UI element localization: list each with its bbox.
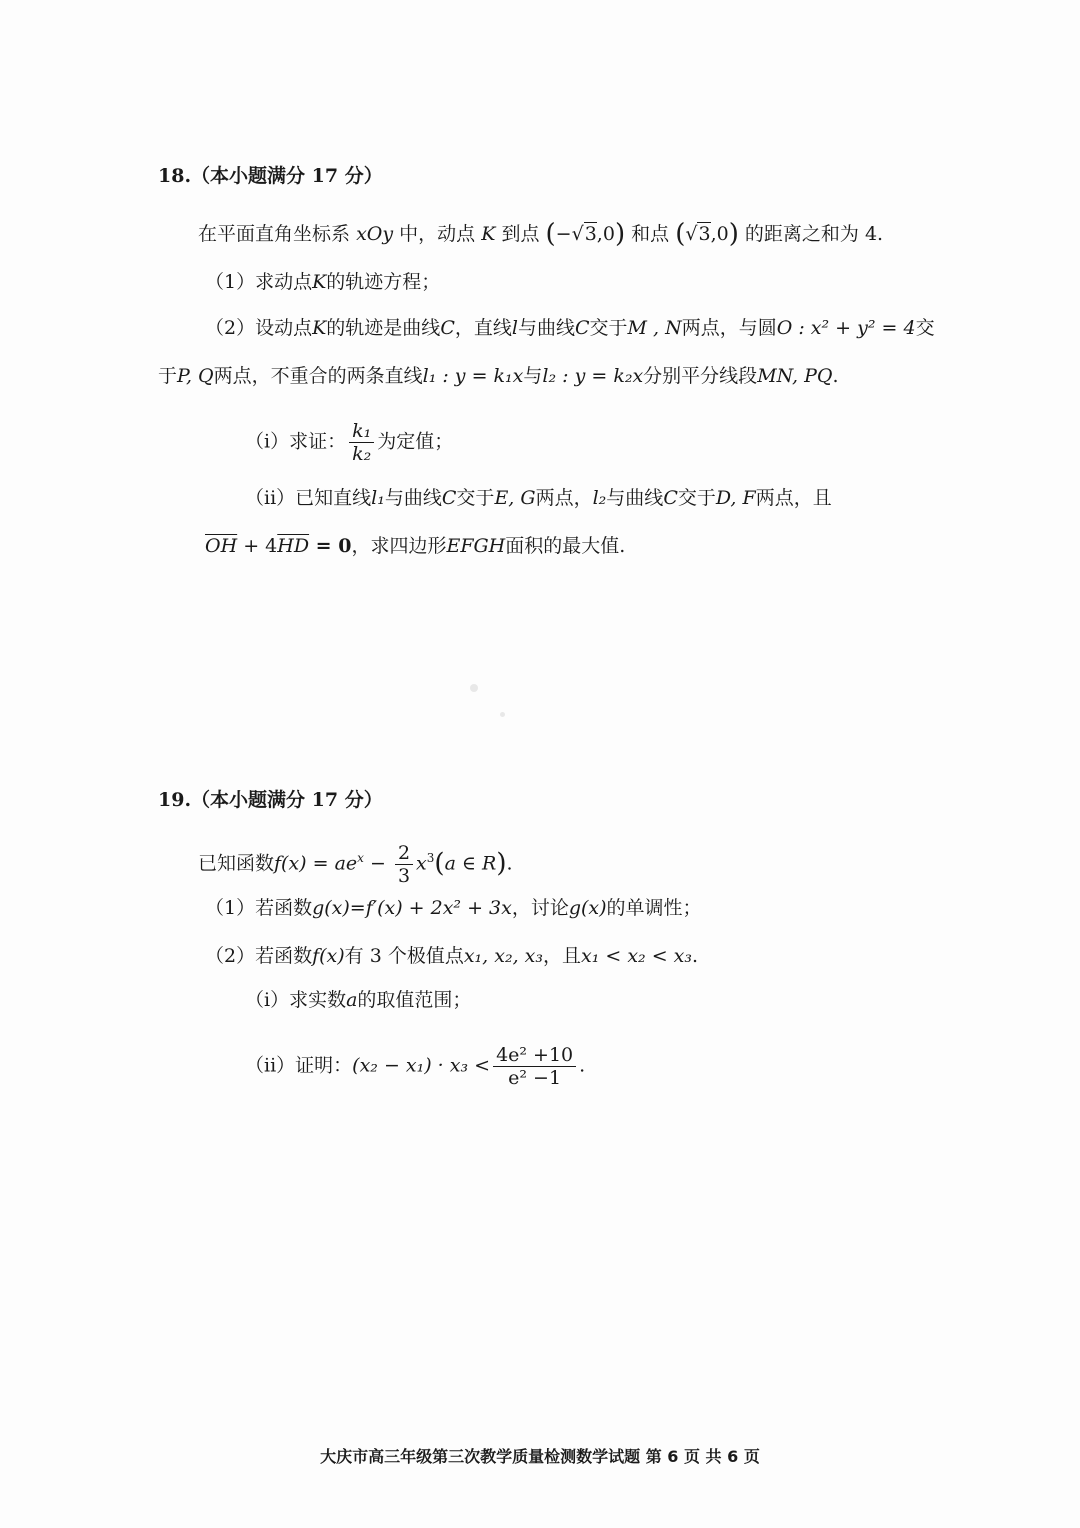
- q18-intro-d: 和点: [631, 223, 670, 245]
- q18-p2-e: 交于: [589, 317, 628, 339]
- point-pos-sqrt3: (√3,0): [675, 219, 739, 249]
- q19-pi-b: 的取值范围；: [357, 989, 472, 1011]
- q18-p1-k: K: [312, 271, 327, 293]
- fraction-denominator: e² −1: [508, 1067, 562, 1089]
- q19-part2: [205, 942, 698, 970]
- q18-pii-df: D, F: [715, 487, 756, 509]
- q18-p2-c: C: [440, 317, 455, 339]
- scan-smudge: [470, 684, 478, 692]
- q19-p2-xs: x₁, x₂, x₃: [463, 945, 543, 967]
- q18-p2-f: 两点，与圆: [681, 317, 777, 339]
- q18-p2-l2a: 于: [158, 365, 178, 387]
- vector-hd: $\overline{HD}$: [277, 535, 310, 557]
- q18-intro-xoy: xOy: [356, 223, 394, 245]
- q19-intro-minus: −: [363, 852, 392, 875]
- q18-intro-c: 到点: [501, 223, 540, 245]
- q19-intro-f: f(x) = ae: [274, 852, 358, 875]
- fraction-denominator: 3: [397, 865, 411, 887]
- q18-p2-l: l: [511, 317, 518, 339]
- q18-p2-g: 交: [915, 317, 935, 339]
- q18-pii-l2: l₂: [592, 487, 607, 509]
- q18-pii-eg: E, G: [494, 487, 536, 509]
- q19-intro-x3: x: [416, 852, 427, 875]
- q18-part2-line2: [158, 362, 839, 390]
- q18-p2-pq: P, Q: [177, 365, 214, 387]
- q19-intro: 已知函数$f(x) = ae^x$ − $\frac{2}{3}$ $x^3(a$ ∈ R).: [198, 842, 513, 887]
- page-footer: 大庆市高三年级第三次教学质量检测数学试题 第 6 页 共 6 页: [320, 1447, 760, 1466]
- q19-intro-cond: a ∈ R: [444, 852, 497, 875]
- vector-oh: $\overline{OH}$: [205, 535, 238, 557]
- q19-pi-var: a: [346, 989, 358, 1011]
- q19-p1-a: （1）若函数: [205, 897, 313, 919]
- fraction-numerator: 4e² +10: [493, 1044, 576, 1067]
- q18-pii-c: C: [441, 487, 457, 509]
- q18-intro-a: 在平面直角坐标系: [198, 223, 351, 245]
- fraction-numerator: k₁: [349, 420, 374, 443]
- q18-p2-l2e: .: [832, 365, 839, 387]
- q19-p2-c: ，且: [543, 945, 582, 967]
- q18-p2-circle: O : x² + y² = 4: [776, 317, 916, 339]
- q18-pii-d: 两点，: [535, 487, 593, 509]
- two-thirds-fraction: [395, 842, 413, 887]
- q19-p1-c: 的单调性；: [606, 897, 702, 919]
- q18-part2-i: [245, 420, 453, 465]
- q19-pi-a: （i）求实数: [245, 989, 347, 1011]
- q19-p1-g: g(x)=f′(x) + 2x² + 3x: [312, 897, 512, 919]
- q18-p2-a: （2）设动点: [205, 317, 313, 339]
- q18-pii-a: （ii）已知直线: [245, 487, 372, 509]
- q19-pii-expr: (x₂ − x₁) · x₃ <: [352, 1054, 491, 1077]
- q18-header: 18.（本小题满分 17 分）: [158, 165, 383, 187]
- q18-pii-h: ，求四边形: [351, 535, 447, 557]
- q18-pi-tail: 为定值；: [377, 430, 454, 453]
- q19-pii-a: （ii）证明：: [245, 1054, 353, 1077]
- q18-pii-eq: = 0: [309, 535, 352, 557]
- q19-p2-order: x₁ < x₂ < x₃: [581, 945, 693, 967]
- q19-part2-i: [245, 986, 471, 1014]
- q18-p2-b: 的轨迹是曲线: [326, 317, 441, 339]
- q19-pii-end: .: [579, 1054, 586, 1077]
- q18-intro-e: 的距离之和为 4.: [744, 223, 884, 245]
- q18-pii-g: 两点，且: [755, 487, 832, 509]
- q18-pii-plus: + 4: [237, 535, 278, 557]
- q18-pi-label: （i）求证：: [245, 430, 347, 453]
- q18-p2-l2-eq: l₂ : y = k₂x: [542, 365, 644, 387]
- q18-pii-l1: l₁: [371, 487, 385, 509]
- q18-intro-k: K: [481, 223, 496, 245]
- q18-pii-quad: EFGH: [446, 535, 506, 557]
- q18-part1: [205, 268, 440, 296]
- q19-intro-end: .: [506, 852, 513, 875]
- q19-p2-d: .: [692, 945, 699, 967]
- q18-part2-line1: [205, 314, 935, 342]
- q18-pii-b: 与曲线: [384, 487, 442, 509]
- q18-p2-l1-eq: l₁ : y = k₁x: [422, 365, 524, 387]
- q19-p1-gx: g(x): [568, 897, 607, 919]
- q18-p2-l2b: 两点，不重合的两条直线: [213, 365, 423, 387]
- k1-over-k2-fraction: [349, 420, 374, 465]
- q18-pii-c2: C: [663, 487, 678, 509]
- q18-p2-c2: C: [574, 317, 590, 339]
- point-neg-sqrt3: (−√3,0): [545, 219, 626, 249]
- q19-p1-b: ，讨论: [511, 897, 569, 919]
- q18-pii-e: 与曲线: [606, 487, 664, 509]
- q19-part2-ii: [245, 1044, 585, 1089]
- q18-p2-k: K: [312, 317, 327, 339]
- scan-smudge: [500, 712, 505, 717]
- fraction-numerator: 2: [395, 842, 413, 865]
- q18-part2-ii-line2: [205, 532, 625, 560]
- bound-fraction: [493, 1044, 576, 1089]
- q18-p2-mn: M , N: [627, 317, 682, 339]
- q18-intro: [198, 220, 883, 248]
- q19-part1: [205, 894, 702, 922]
- q18-pii-i: 面积的最大值.: [505, 535, 626, 557]
- q19-intro-a: 已知函数: [198, 852, 275, 875]
- q19-p2-b: 有 3 个极值点: [344, 945, 464, 967]
- q18-intro-b: 中，动点: [399, 223, 476, 245]
- q18-p1-label: （1）求动点: [205, 271, 313, 293]
- q18-p1-tail: 的轨迹方程；: [326, 271, 441, 293]
- q18-p2-l2d: 分别平分线段: [643, 365, 758, 387]
- fraction-denominator: k₂: [352, 443, 372, 465]
- q18-p2-l2c: 与: [523, 365, 543, 387]
- q18-p2-segs: MN, PQ: [757, 365, 833, 387]
- q19-p2-fx: f(x): [312, 945, 345, 967]
- q18-pii-c-text: 交于: [456, 487, 495, 509]
- q18-p2-c-text: ，直线: [454, 317, 512, 339]
- q19-header: 19.（本小题满分 17 分）: [158, 789, 383, 811]
- q19-p2-a: （2）若函数: [205, 945, 313, 967]
- q18-pii-f: 交于: [677, 487, 716, 509]
- q18-part2-ii-line1: [245, 484, 832, 512]
- q18-p2-d: 与曲线: [517, 317, 575, 339]
